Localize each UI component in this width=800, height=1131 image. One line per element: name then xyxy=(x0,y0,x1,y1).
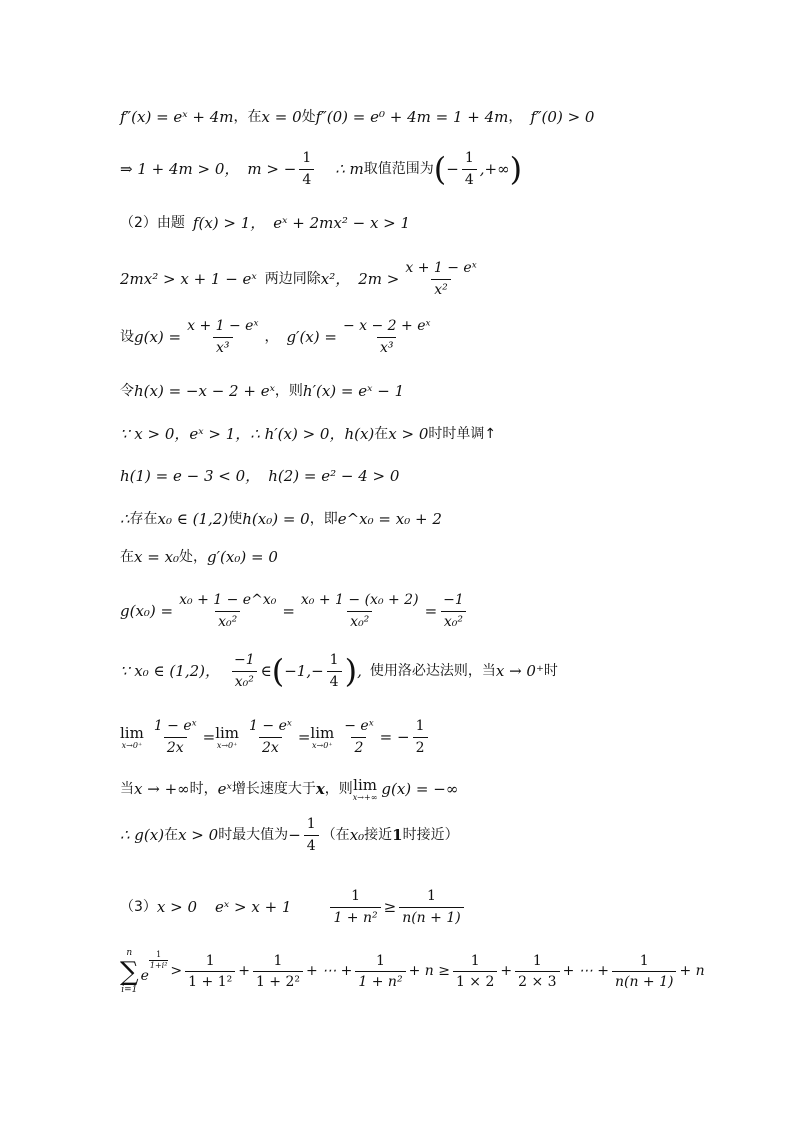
expr: g(x) = −∞ xyxy=(381,780,459,799)
text: 在 xyxy=(120,548,134,565)
denominator: 1 + 1² xyxy=(185,971,235,991)
numerator: 1 xyxy=(273,952,283,969)
fraction xyxy=(440,592,467,631)
expr: x = 0 xyxy=(261,108,302,126)
expr: h(2) = e² − 4 > 0 xyxy=(268,467,400,485)
text: 两边同除 xyxy=(264,270,321,287)
fraction xyxy=(515,953,559,992)
line-12 xyxy=(120,652,760,691)
fraction xyxy=(184,318,261,357)
expr: x = x₀ xyxy=(134,548,180,566)
expr: = xyxy=(297,728,311,747)
expr: eˣ > x + 1 xyxy=(215,898,292,917)
expr: h(x) = −x − 2 + eˣ xyxy=(134,382,275,400)
expr: eˣ + 2mx² − x > 1 xyxy=(273,214,411,232)
denominator: 2x xyxy=(164,737,187,757)
expr: x²， xyxy=(320,270,351,289)
text: ， xyxy=(508,108,523,125)
expr: − xyxy=(446,160,459,179)
fraction xyxy=(453,953,497,992)
numerator: 1 xyxy=(156,950,162,959)
right-paren: ) xyxy=(344,652,358,691)
expr: h′(x) = eˣ − 1 xyxy=(302,382,405,400)
numerator: 1 xyxy=(306,816,316,832)
fraction xyxy=(402,260,479,299)
expr: e^x₀ = x₀ + 2 xyxy=(337,510,442,528)
text: 时接近） xyxy=(402,826,459,843)
expr: f″(x) = eˣ + 4m xyxy=(120,108,234,126)
summation xyxy=(120,948,139,996)
numerator: 1 xyxy=(376,952,385,969)
text: 取值范围为 xyxy=(363,160,434,177)
numerator: 1 xyxy=(351,888,360,904)
fraction xyxy=(399,888,464,927)
expr: ∈ xyxy=(260,662,272,681)
line-2 xyxy=(120,150,760,189)
text: 增长速度大于 xyxy=(231,780,316,797)
line-5 xyxy=(120,318,760,357)
expr: x₀ xyxy=(349,826,365,845)
numerator: 1 xyxy=(470,952,480,969)
line-13 xyxy=(120,718,760,757)
expr: ∴ m xyxy=(335,160,364,179)
expr: ∴ xyxy=(120,510,130,528)
lim-sub: x→0⁺ xyxy=(216,741,238,750)
line-1 xyxy=(120,108,760,126)
denominator: 2x xyxy=(259,737,282,757)
denominator: x₀² xyxy=(347,611,372,631)
line-15 xyxy=(120,816,760,855)
expr: = − xyxy=(379,728,410,747)
denominator: 4 xyxy=(462,169,477,189)
text: 在 xyxy=(164,826,179,843)
exponent-fraction xyxy=(149,950,169,970)
expr: = xyxy=(202,728,216,747)
line-17 xyxy=(120,948,760,996)
lim-word: lim xyxy=(353,776,377,794)
text: 处 xyxy=(301,108,316,125)
expr: m > − xyxy=(247,160,297,179)
text: ，则 xyxy=(274,382,303,399)
expr: 2mx² > x + 1 − eˣ xyxy=(120,270,257,289)
expr: eˣ xyxy=(217,780,232,799)
fraction xyxy=(298,592,422,631)
numerator: − eˣ xyxy=(344,718,374,734)
expr: x > 0 xyxy=(178,826,219,845)
limit xyxy=(215,724,239,751)
numerator: 1 xyxy=(426,888,436,904)
expr: x₀ ∈ (1,2) xyxy=(157,510,229,528)
line-10 xyxy=(120,548,760,566)
sum-upper: n xyxy=(126,948,133,958)
text: 当 xyxy=(120,780,134,797)
text: 在 xyxy=(374,425,389,442)
fraction xyxy=(413,718,428,757)
expr: + xyxy=(238,963,250,980)
fraction xyxy=(330,888,380,927)
line-6 xyxy=(120,382,760,400)
sigma-symbol: ∑ xyxy=(120,956,139,987)
denominator: 4 xyxy=(304,835,319,855)
expr: x > 0 xyxy=(388,425,429,443)
expr: f″(0) = e⁰ + 4m = 1 + 4m xyxy=(315,108,509,126)
fraction xyxy=(462,150,477,189)
lim-word: lim xyxy=(120,724,144,742)
lim-sub: x→0⁺ xyxy=(121,741,143,750)
expr: + ⋯ + xyxy=(562,963,609,980)
lim-sub: x→+∞ xyxy=(352,793,378,802)
expr: ∵ x₀ ∈ (1,2)， xyxy=(120,662,220,681)
numerator: x₀ + 1 − (x₀ + 2) xyxy=(300,592,419,608)
line-16 xyxy=(120,888,760,927)
denominator: 4 xyxy=(299,169,314,189)
denominator: 1 + 2² xyxy=(253,971,303,991)
text: ， xyxy=(264,328,279,345)
denominator: x³ xyxy=(377,337,397,357)
expr: g(x₀) = xyxy=(120,602,174,621)
numerator: 1 − eˣ xyxy=(249,718,292,734)
expr: −1,− xyxy=(284,662,324,681)
expr: h(x₀) = 0 xyxy=(242,510,310,528)
expr: + n xyxy=(679,963,705,980)
expr: ,+∞ xyxy=(479,160,510,179)
denominator: 1+i² xyxy=(149,960,168,970)
text: 时时单调↑ xyxy=(428,425,497,442)
expr: = xyxy=(424,602,438,621)
text: ，即 xyxy=(309,510,338,527)
text: 时最大值为 xyxy=(218,826,289,843)
fraction xyxy=(340,318,434,357)
line-4 xyxy=(120,260,760,299)
lim-word: lim xyxy=(215,724,240,742)
fraction xyxy=(246,718,295,757)
exp-base: e xyxy=(140,968,149,985)
expr: + xyxy=(500,963,513,980)
expr: , xyxy=(357,662,362,681)
expr: g′(x) = xyxy=(286,328,337,347)
fraction xyxy=(612,953,677,992)
fraction xyxy=(355,953,405,992)
denominator: 2 xyxy=(413,737,428,757)
left-paren: ( xyxy=(433,150,447,189)
fraction xyxy=(151,718,200,757)
numerator: x₀ + 1 − e^x₀ xyxy=(179,592,277,608)
right-paren: ) xyxy=(509,150,523,189)
limit xyxy=(120,724,144,751)
text: 存在 xyxy=(129,510,158,527)
numerator: −1 xyxy=(233,652,255,668)
line-3 xyxy=(120,214,760,232)
fraction xyxy=(185,953,235,992)
denominator: 2 × 3 xyxy=(515,971,559,991)
expr: x > 0 xyxy=(156,898,198,917)
denominator: x₀² xyxy=(215,611,240,631)
denominator: x² xyxy=(431,279,451,299)
fraction xyxy=(304,816,319,855)
limit xyxy=(310,724,334,751)
fraction xyxy=(176,592,279,631)
line-8 xyxy=(120,467,760,485)
section-label: （2）由题 xyxy=(120,214,185,231)
text: 使用洛必达法则，当 xyxy=(369,662,496,679)
numerator: 1 xyxy=(532,952,542,969)
expr: + ⋯ + xyxy=(306,963,353,980)
numerator: −1 xyxy=(443,592,464,608)
expr: ∵ x > 0，eˣ > 1，∴ h′(x) > 0，h(x) xyxy=(120,425,375,443)
numerator: x + 1 − eˣ xyxy=(187,318,259,334)
numerator: 1 − eˣ xyxy=(153,718,197,734)
denominator: 2 xyxy=(351,737,366,757)
line-7 xyxy=(120,425,760,443)
fraction xyxy=(253,953,303,992)
denominator: n(n + 1) xyxy=(399,907,464,927)
expr: h(1) = e − 3 < 0， xyxy=(120,467,261,485)
expr: 1 xyxy=(392,826,403,845)
section-label: （3） xyxy=(120,898,157,915)
text: ，在 xyxy=(233,108,262,125)
fraction xyxy=(231,652,258,691)
expr: x → 0⁺ xyxy=(495,662,544,681)
lim-sub: x→0⁺ xyxy=(312,741,333,750)
numerator: 1 xyxy=(329,652,339,668)
numerator: 1 xyxy=(415,718,425,734)
denominator: x₀² xyxy=(232,671,257,691)
numerator: 1 xyxy=(205,952,215,969)
expr: g(x) = xyxy=(134,328,182,347)
line-11 xyxy=(120,592,760,631)
expr: ≥ xyxy=(383,898,397,917)
expr: x xyxy=(315,780,325,799)
denominator: 1 + n² xyxy=(355,971,405,991)
sum-lower: i=1 xyxy=(121,984,138,995)
expr: > xyxy=(170,963,183,980)
text: 时 xyxy=(543,662,558,679)
expr: ∴ g(x) xyxy=(120,826,165,845)
denominator: x³ xyxy=(213,337,233,357)
expr: f″(0) > 0 xyxy=(530,108,595,126)
expr: = xyxy=(282,602,295,621)
expr: ⇒ 1 + 4m > 0， xyxy=(120,160,240,179)
numerator: 1 xyxy=(639,952,649,969)
left-paren: ( xyxy=(271,652,285,691)
numerator: x + 1 − eˣ xyxy=(405,260,477,276)
fraction xyxy=(341,718,376,757)
expr: x → +∞ xyxy=(134,780,190,799)
text: ，则 xyxy=(324,780,353,797)
text: 处， xyxy=(179,548,208,565)
text: （在 xyxy=(321,826,350,843)
text: 时， xyxy=(189,780,218,797)
denominator: 4 xyxy=(327,671,342,691)
numerator: 1 xyxy=(464,150,474,166)
numerator: − x − 2 + eˣ xyxy=(342,318,431,334)
line-14 xyxy=(120,776,760,803)
fraction xyxy=(299,150,314,189)
expr: − xyxy=(288,826,301,845)
expr: g′(x₀) = 0 xyxy=(207,548,278,566)
limit xyxy=(353,776,378,803)
text: 接近 xyxy=(364,826,393,843)
denominator: 1 + n² xyxy=(330,907,380,927)
denominator: 1 × 2 xyxy=(453,971,497,991)
expr: + n ≥ xyxy=(408,963,450,980)
text: 令 xyxy=(120,382,134,399)
lim-word: lim xyxy=(310,724,335,742)
expr: f(x) > 1， xyxy=(192,214,266,232)
denominator: n(n + 1) xyxy=(612,971,677,991)
line-9 xyxy=(120,510,760,528)
fraction xyxy=(327,652,342,691)
text: 设 xyxy=(120,328,134,345)
expr: 2m > xyxy=(358,270,400,289)
text: 使 xyxy=(228,510,243,527)
denominator: x₀² xyxy=(441,611,466,631)
numerator: 1 xyxy=(302,150,312,166)
